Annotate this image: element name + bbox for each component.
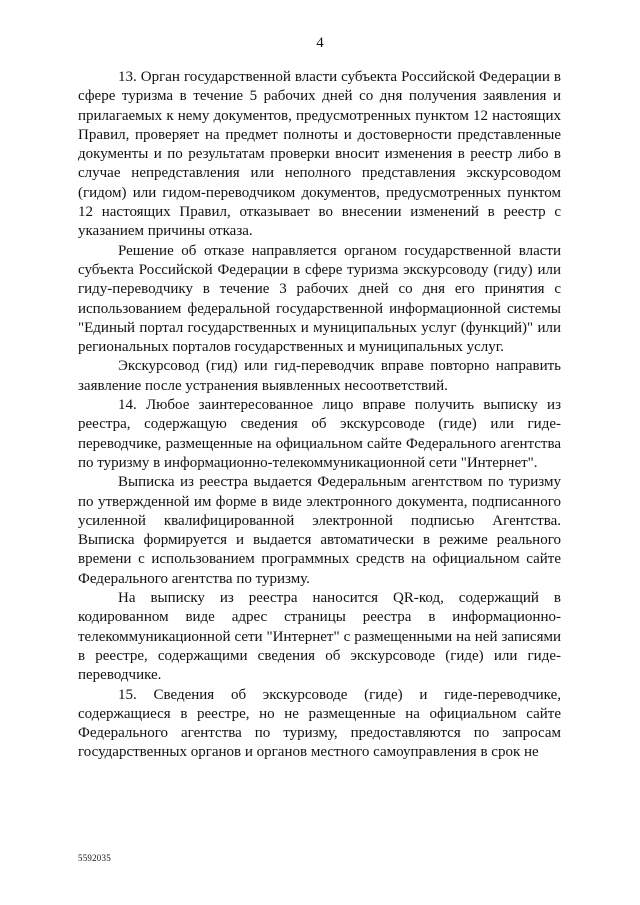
paragraph: 14. Любое заинтересованное лицо вправе получить выписку из реестра, содержащую сведения об экскурсоводе (гиде) или гиде-переводчике, размещенные на официальном сайте Федерального агентства по туризму в информационно-телекоммуникационной сети "Интернет". (78, 397, 561, 471)
paragraph: Решение об отказе направляется органом государственной власти субъекта Российской Федерации в сфере туризма экскурсоводу (гиду) или гиду-переводчику в течение 3 рабочих дней со дня его принятия с использованием федеральной государственной информационной системы "Единый портал государственных и муниципальных услуг (функций)" или региональных порталов государственных и муниципальных услуг. (78, 242, 561, 356)
paragraph: Выписка из реестра выдается Федеральным агентством по туризму по утвержденной им форме в виде электронного документа, подписанного усиленной квалифицированной электронной подписью Агентства. Выписка формируется и выдается автоматически в режиме реального времени с использованием программных средств на официальном сайте Федерального агентства по туризму. (78, 474, 561, 587)
paragraph: 15. Сведения об экскурсоводе (гиде) и гиде-переводчике, содержащиеся в реестре, но не размещенные на официальном сайте Федерального агентства по туризму, предоставляются по запросам государственных органов и органов местного самоуправления в срок не (78, 686, 561, 761)
paragraph: На выписку из реестра наносится QR-код, содержащий в кодированном виде адрес страницы реестра в информационно-телекоммуникационной сети "Интернет" с размещенными на ней записями в реестре, содержащими сведения об экскурсоводе (гиде) или гиде-переводчике. (78, 590, 561, 684)
paragraph: Экскурсовод (гид) или гид-переводчик вправе повторно направить заявление после устранения выявленных несоответствий. (78, 358, 561, 394)
page-number: 4 (316, 35, 324, 51)
document-body (78, 68, 561, 763)
paragraph: 13. Орган государственной власти субъекта Российской Федерации в сфере туризма в течение 5 рабочих дней со дня получения заявления и прилагаемых к нему документов, предусмотренных пунктом 12 настоящих Правил, проверяет на предмет полноты и достоверности представленные документы и по результатам проверки вносит изменения в реестр либо в случае непредставления или неполного представления экскурсоводом (гидом) или гидом-переводчиком документов, предусмотренных пунктом 12 настоящих Правил, отказывает во внесении изменений в реестр с указанием причины отказа. (78, 69, 561, 240)
document-code: 5592035 (78, 853, 111, 863)
